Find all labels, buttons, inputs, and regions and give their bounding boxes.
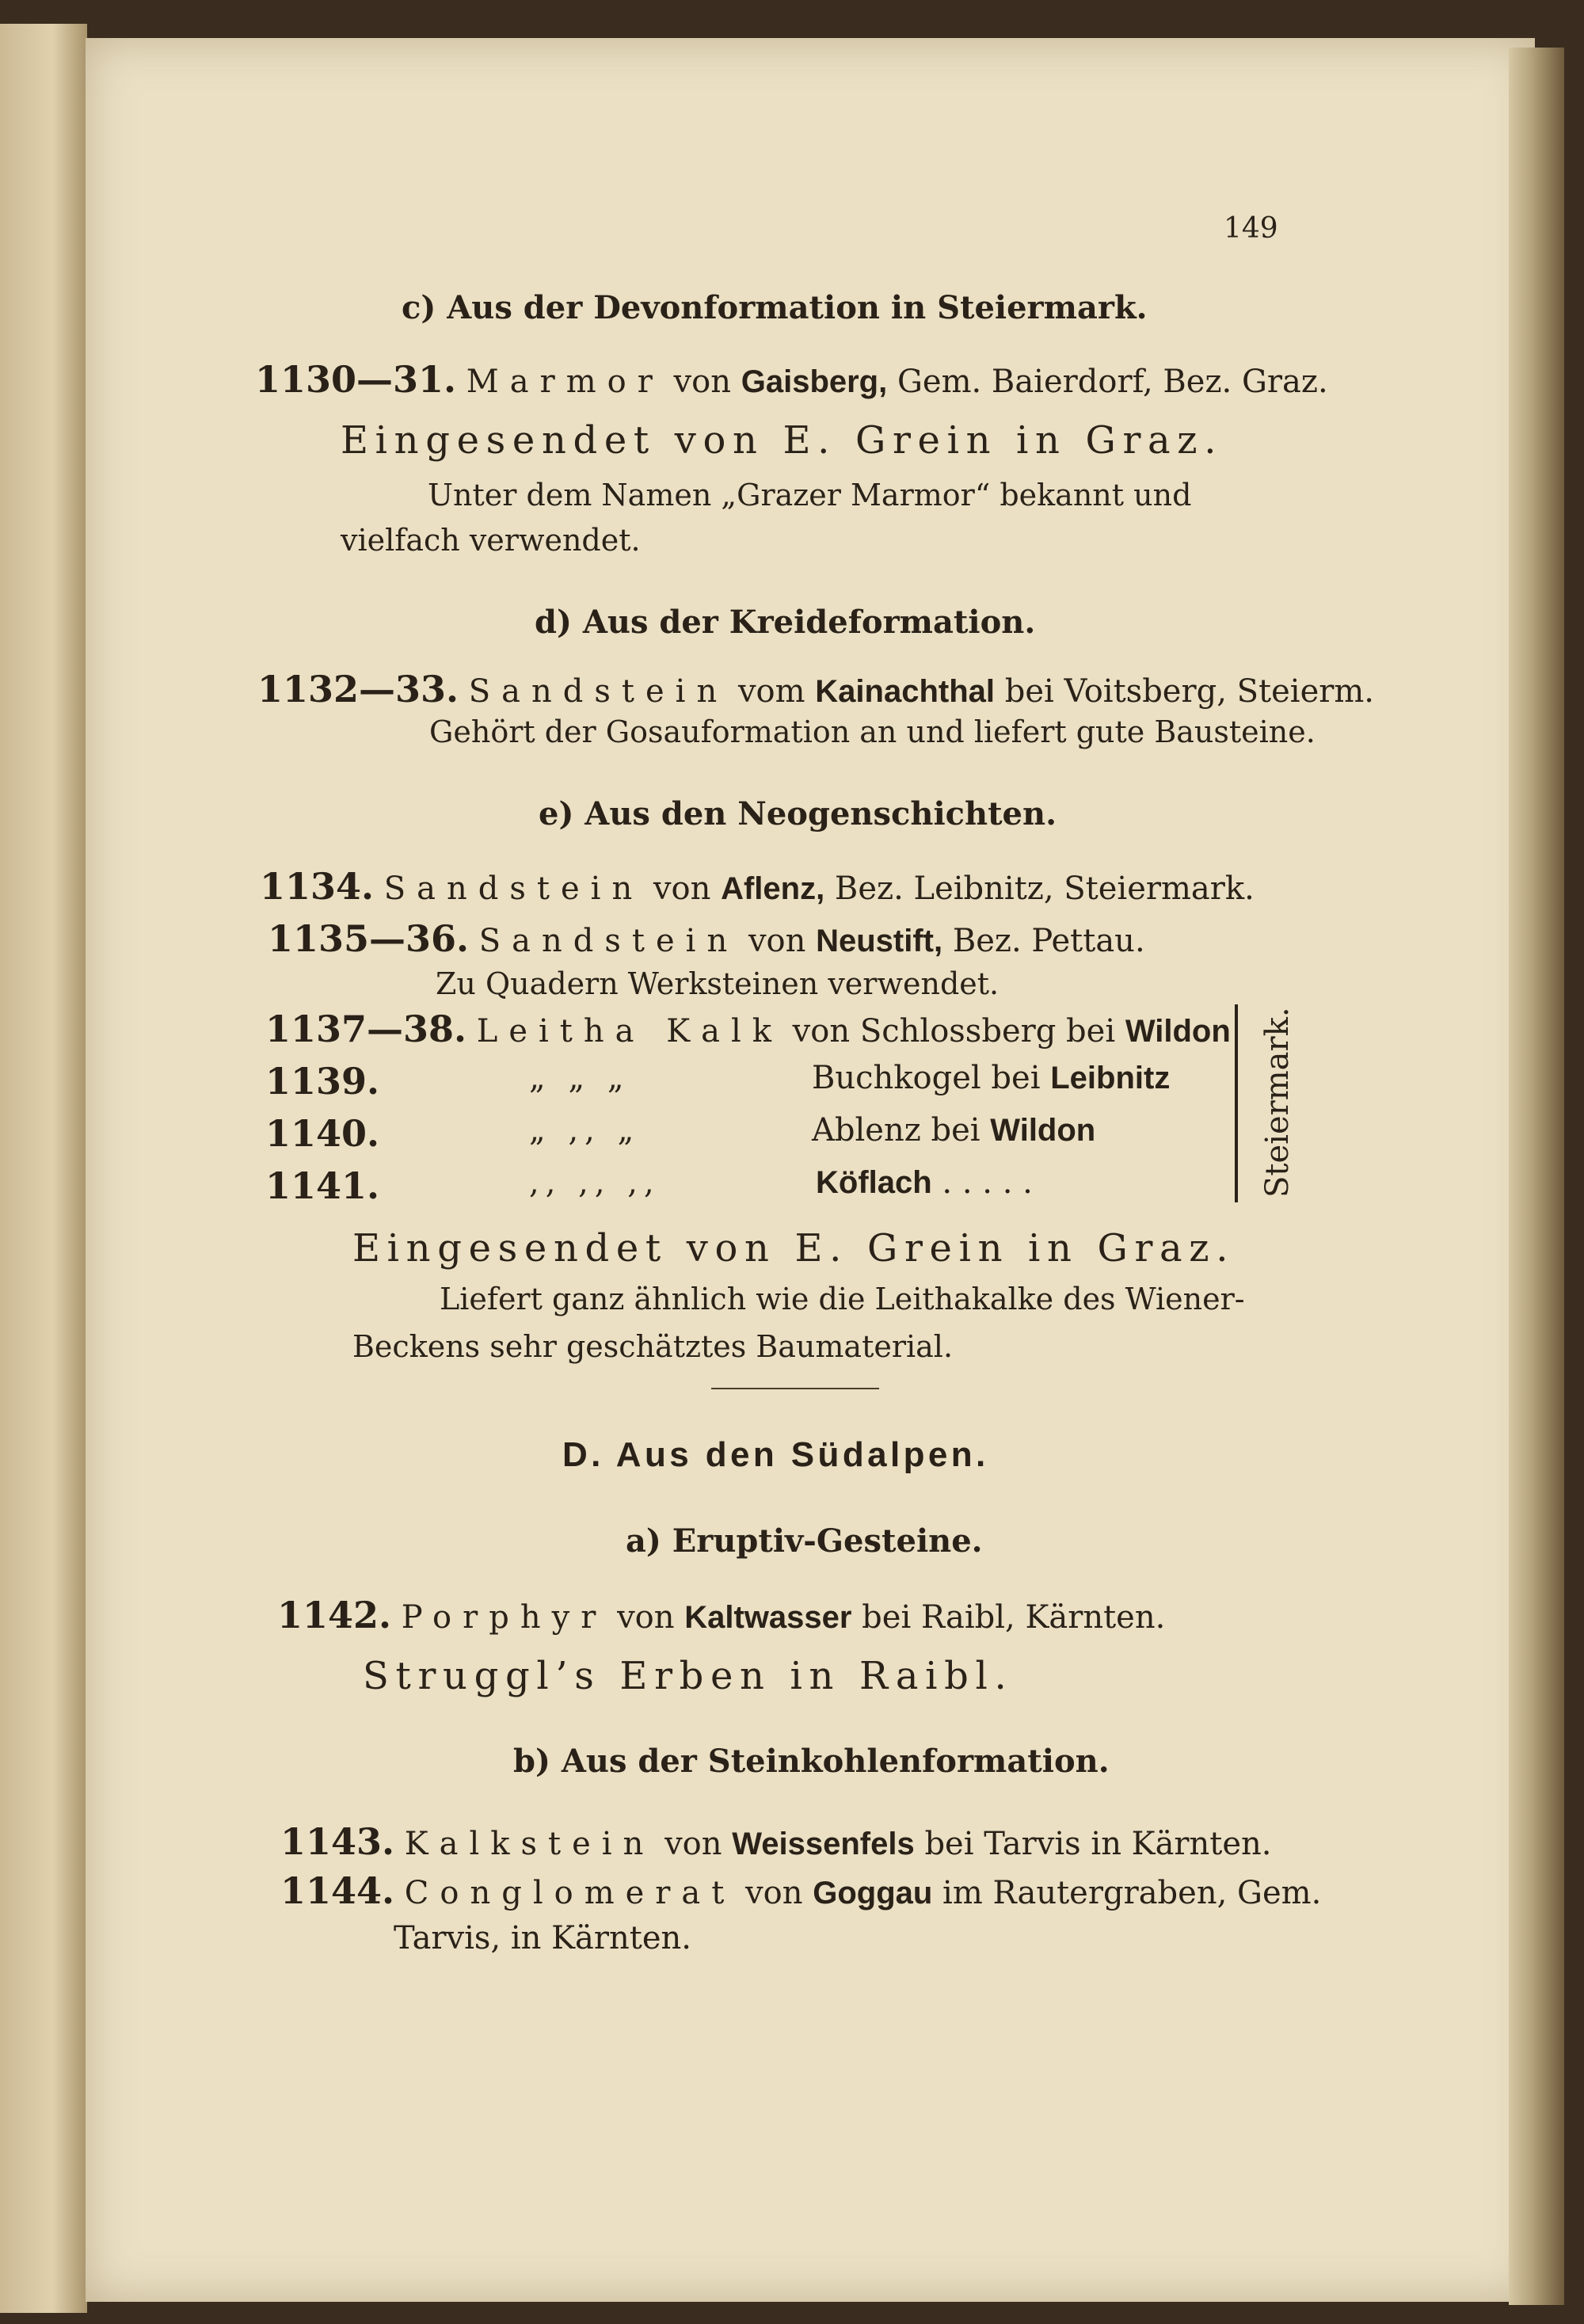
entry-1141 — [265, 1164, 379, 1207]
place-name: Aflenz, — [721, 871, 825, 906]
entry-number: 1140. — [265, 1112, 380, 1155]
place-name: Wildon — [1125, 1014, 1231, 1049]
place-name: Kaltwasser — [684, 1600, 852, 1635]
section-heading-neogen: e) Aus den Neogenschichten. — [539, 795, 1057, 832]
entry-text: von — [735, 1875, 813, 1911]
entry-text: von — [738, 923, 817, 959]
entry-1143 — [280, 1820, 1272, 1863]
ditto-marks: „ „ „ — [529, 1060, 630, 1096]
steiermark-label: Steiermark. — [1259, 1007, 1296, 1198]
entry-1132 — [257, 668, 1374, 711]
entry-text: von — [663, 364, 741, 400]
place-name: Köflach — [816, 1165, 932, 1200]
stone-name: Marmor — [466, 364, 664, 400]
entry-1142 — [277, 1594, 1165, 1636]
sender-line: Eingesendet von E. Grein in Graz. — [341, 418, 1224, 463]
entry-text: Gem. Baierdorf, Bez. Graz. — [887, 364, 1328, 400]
place-name: Leibnitz — [1050, 1061, 1171, 1095]
page-edge-right — [1509, 48, 1564, 2305]
entry-number: 1134. — [260, 865, 375, 908]
section-divider — [711, 1388, 879, 1389]
note-line: Beckens sehr geschätztes Baumaterial. — [352, 1329, 954, 1364]
entry-1135 — [268, 917, 1145, 960]
grouping-brace — [1224, 1004, 1238, 1202]
entry-1137 — [265, 1008, 1231, 1050]
entry-number: 1144. — [280, 1869, 395, 1912]
entry-text: von Schlossberg bei — [782, 1013, 1125, 1050]
place-name: Wildon — [990, 1113, 1096, 1148]
entry-text: von — [654, 1826, 733, 1862]
note-line: Unter dem Namen „Grazer Marmor“ bekannt und — [428, 478, 1192, 512]
note-line: vielfach verwendet. — [341, 523, 641, 558]
place-name: Weissenfels — [732, 1827, 915, 1861]
stone-name: Sandstein — [468, 673, 729, 710]
entry-number: 1142. — [277, 1594, 392, 1636]
previous-page-edge — [0, 24, 87, 2313]
entry-1141-place — [816, 1164, 1033, 1201]
entry-text: von — [607, 1599, 685, 1636]
entry-number: 1132—33. — [257, 668, 459, 711]
ditto-marks: „ ,, „ — [529, 1112, 641, 1149]
entry-text: bei Voitsberg, Steierm. — [995, 673, 1375, 710]
ditto-marks: ,, ,, ,, — [529, 1164, 661, 1201]
section-heading-steinkohlen: b) Aus der Steinkohlenformation. — [513, 1743, 1110, 1780]
note-line: Zu Quadern Werksteinen verwendet. — [436, 966, 1000, 1001]
place-name: Goggau — [813, 1876, 933, 1911]
entry-number: 1141. — [265, 1164, 380, 1207]
entry-text: bei Tarvis in Kärnten. — [914, 1826, 1272, 1862]
entry-1144-continued: Tarvis, in Kärnten. — [394, 1920, 691, 1956]
stone-name: Conglomerat — [404, 1875, 736, 1911]
note-line: Liefert ganz ähnlich wie die Leithakalke des Wiener- — [440, 1282, 1245, 1316]
entry-text: Buchkogel bei — [812, 1060, 1051, 1096]
stone-name: Porphyr — [401, 1599, 607, 1636]
entry-text: von — [643, 871, 722, 907]
entry-text: im Rautergraben, Gem. — [932, 1875, 1322, 1911]
place-name: Kainachthal — [815, 674, 995, 709]
section-heading-suedalpen: D. Aus den Südalpen. — [562, 1435, 989, 1474]
entry-number: 1130—31. — [255, 358, 457, 401]
entry-number: 1143. — [280, 1820, 395, 1863]
sender-line: Eingesendet von E. Grein in Graz. — [352, 1226, 1236, 1271]
entry-1130 — [255, 358, 1328, 401]
stone-name: Kalkstein — [404, 1826, 655, 1862]
entry-1139-place — [812, 1060, 1170, 1096]
entry-text: Ablenz bei — [812, 1112, 991, 1149]
entry-1144 — [280, 1869, 1321, 1912]
place-name: Gaisberg, — [741, 364, 888, 399]
note-line: Gehört der Gosauformation an und liefert gute Bausteine. — [429, 714, 1316, 749]
entry-1140 — [265, 1112, 379, 1155]
section-heading-devon: c) Aus der Devonformation in Steiermark. — [402, 289, 1148, 326]
entry-1140-place — [812, 1112, 1095, 1149]
entry-1134 — [260, 865, 1255, 908]
entry-number: 1135—36. — [268, 917, 470, 960]
section-heading-kreide: d) Aus der Kreideformation. — [535, 604, 1036, 641]
entry-number: 1137—38. — [265, 1008, 467, 1050]
leader-dots: . . . . . — [931, 1164, 1033, 1201]
stone-name: Sandstein — [478, 923, 739, 959]
entry-1139 — [265, 1060, 379, 1103]
entry-text: Bez. Pettau. — [942, 923, 1145, 959]
stone-name: Sandstein — [383, 871, 644, 907]
stone-name: Leitha Kalk — [476, 1013, 782, 1050]
section-heading-eruptiv: a) Eruptiv-Gesteine. — [626, 1522, 983, 1560]
entry-text: bei Raibl, Kärnten. — [851, 1599, 1166, 1636]
entry-number: 1139. — [265, 1060, 380, 1103]
entry-text: vom — [728, 673, 816, 710]
place-name: Neustift, — [816, 924, 943, 958]
page-number: 149 — [1224, 212, 1278, 245]
sender-line: Struggl’s Erben in Raibl. — [363, 1654, 1014, 1698]
entry-text: Bez. Leibnitz, Steiermark. — [824, 871, 1255, 907]
